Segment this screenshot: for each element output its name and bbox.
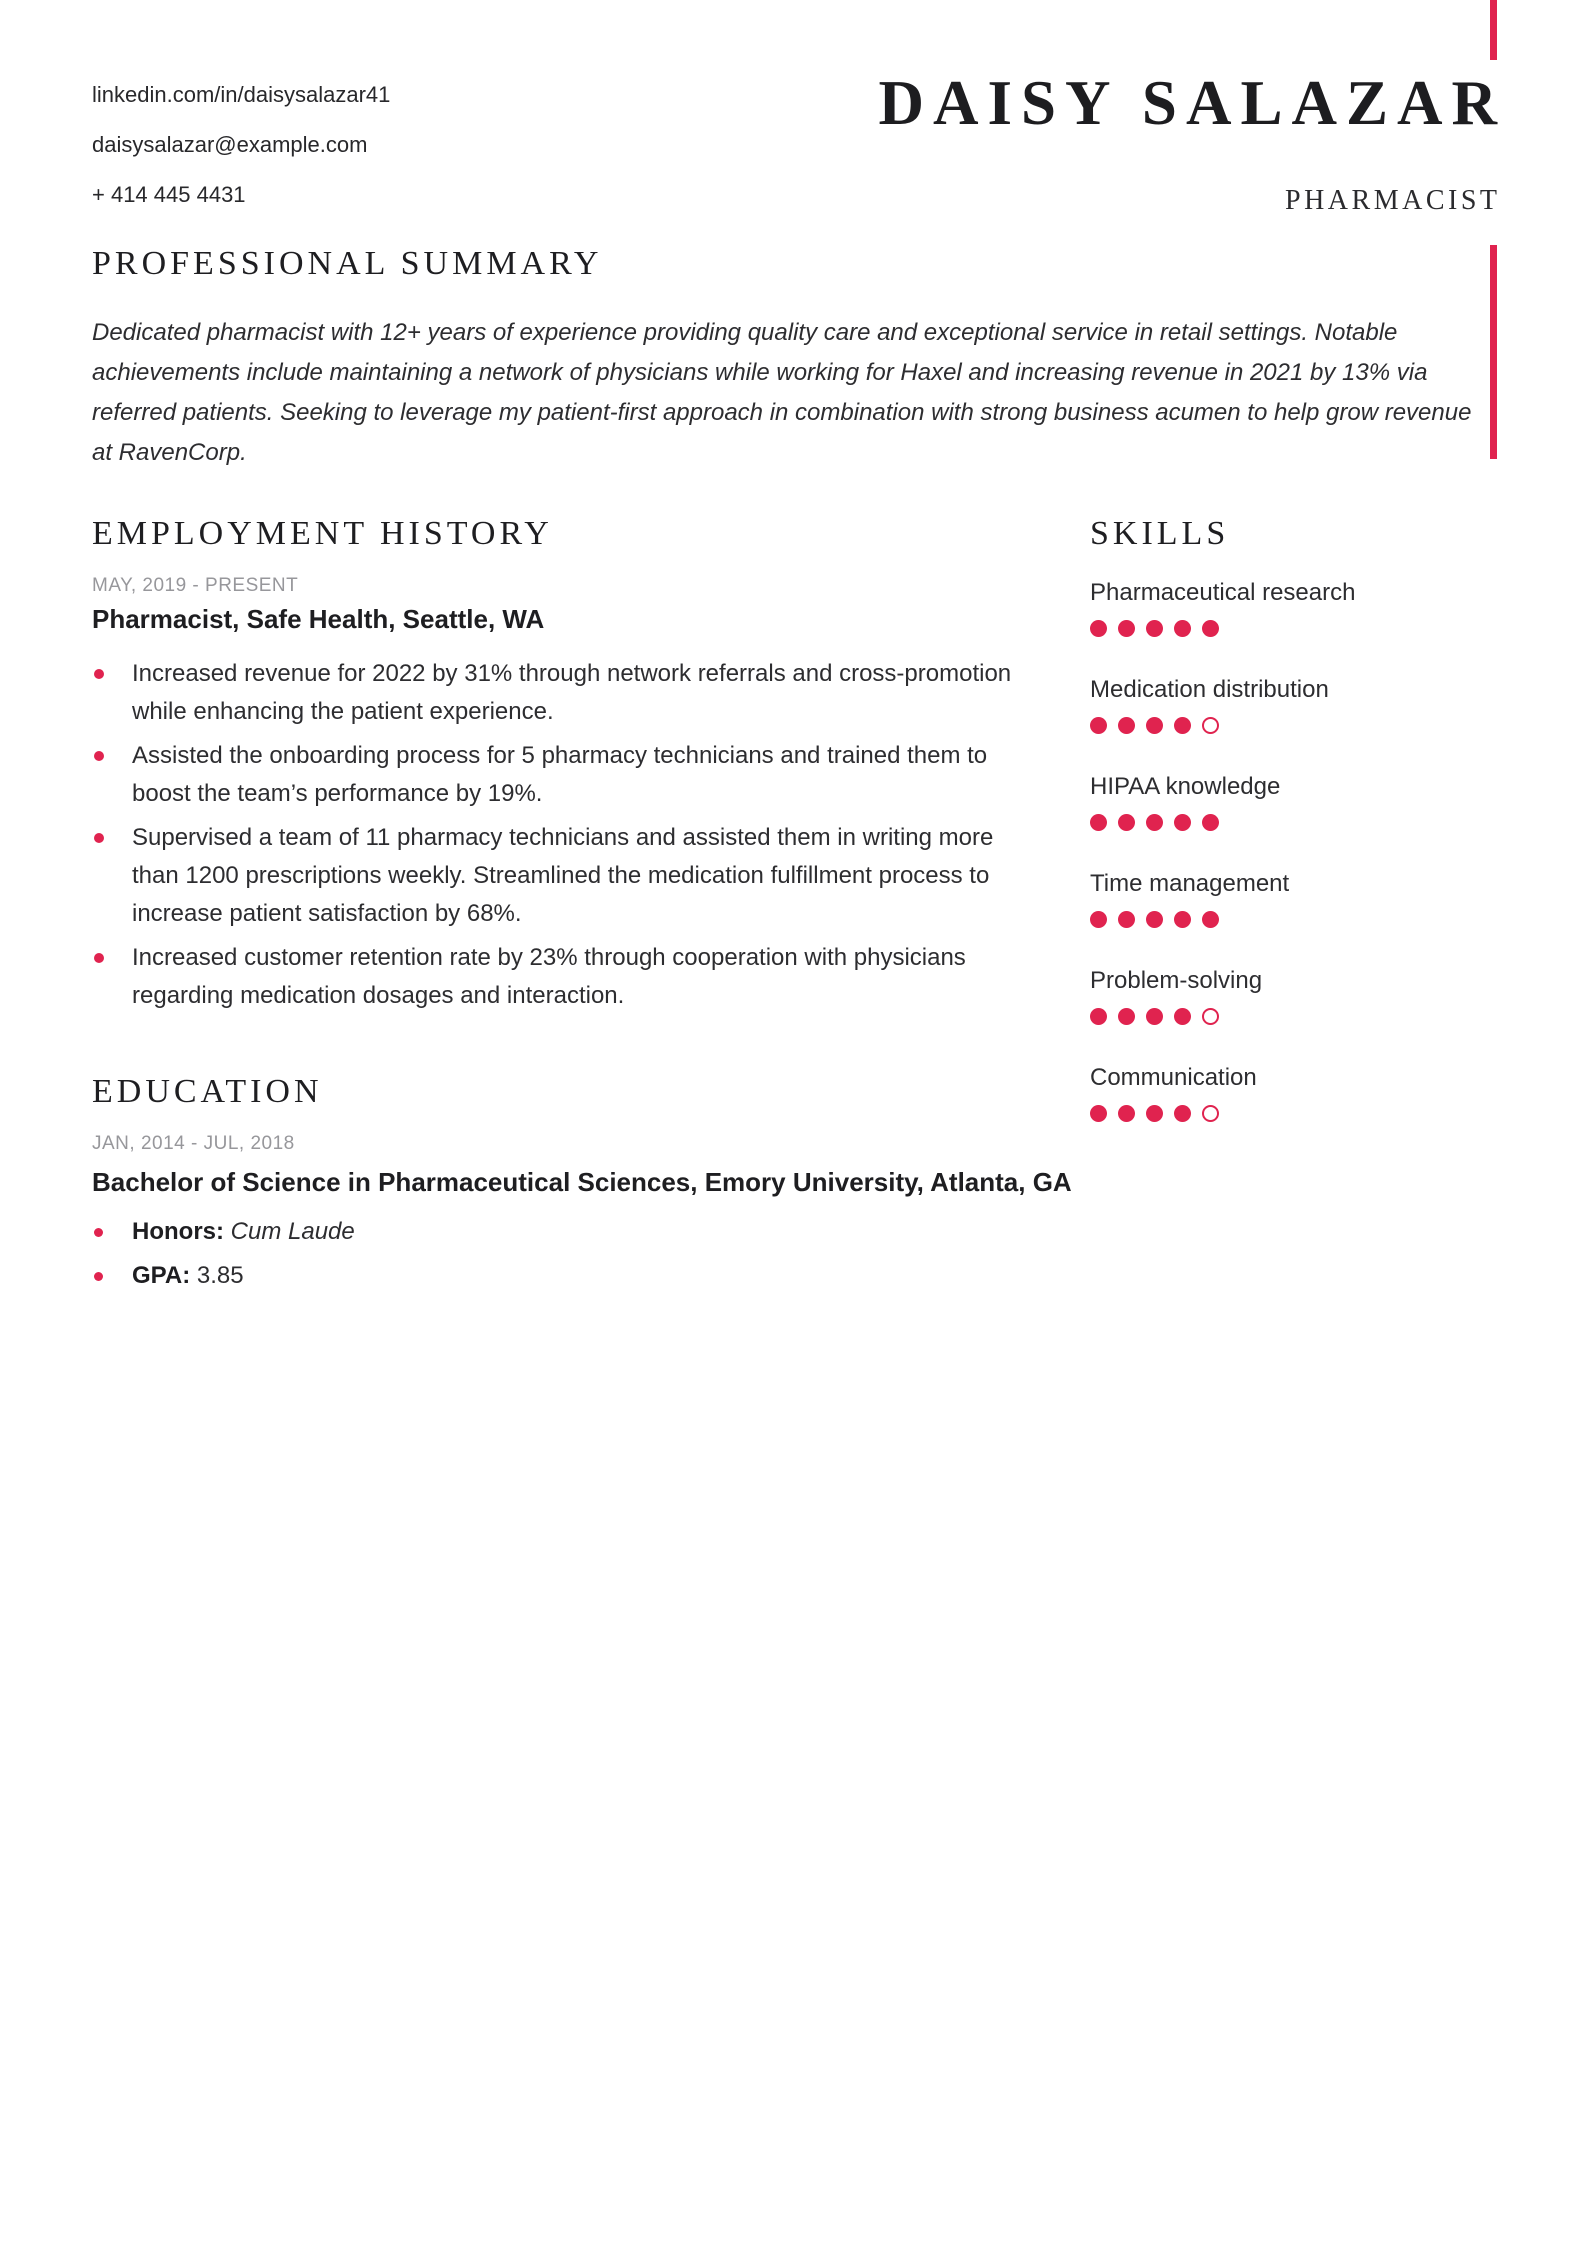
contact-linkedin: linkedin.com/in/daisysalazar41 <box>92 82 391 107</box>
skill-item: HIPAA knowledge <box>1090 773 1490 831</box>
education-degree: Bachelor of Science in Pharmaceutical Sciences, Emory University, Atlanta, GA <box>92 1167 1072 1197</box>
candidate-title: PHARMACIST <box>1285 185 1501 216</box>
job-bullet: Supervised a team of 11 pharmacy technicians and assisted them in writing more than 1200 prescriptions weekly. Streamlined the medication fulfillment process to increase patient satisfaction by 68%. <box>92 819 1022 933</box>
skill-dot-filled-icon <box>1146 814 1163 831</box>
education-dates: JAN, 2014 - JUL, 2018 <box>92 1133 295 1154</box>
skill-dot-filled-icon <box>1118 717 1135 734</box>
skill-dot-filled-icon <box>1202 620 1219 637</box>
skill-dot-filled-icon <box>1146 620 1163 637</box>
skills-column <box>1090 515 1490 1161</box>
education-detail: GPA: 3.85 <box>92 1261 1092 1291</box>
bullet-dot-icon <box>94 1228 103 1237</box>
skill-dot-filled-icon <box>1174 814 1191 831</box>
education-detail: Honors: Cum Laude <box>92 1217 1092 1247</box>
skill-dot-filled-icon <box>1090 1008 1107 1025</box>
skills-heading: SKILLS <box>1090 515 1230 552</box>
skill-dot-filled-icon <box>1174 911 1191 928</box>
skill-dot-filled-icon <box>1174 717 1191 734</box>
skills-list <box>1090 579 1490 1122</box>
skill-dot-filled-icon <box>1118 1105 1135 1122</box>
summary-heading: PROFESSIONAL SUMMARY <box>92 245 603 282</box>
job-bullet: Assisted the onboarding process for 5 pharmacy technicians and trained them to boost the team’s performance by 19%. <box>92 737 1022 813</box>
skill-dot-empty-icon <box>1202 1105 1219 1122</box>
left-column <box>92 515 1092 1305</box>
professional-summary-section <box>92 245 1502 473</box>
skill-dot-filled-icon <box>1118 620 1135 637</box>
skill-dot-filled-icon <box>1202 814 1219 831</box>
contact-phone: + 414 445 4431 <box>92 182 246 207</box>
skill-dot-filled-icon <box>1118 1008 1135 1025</box>
skill-dot-filled-icon <box>1146 1105 1163 1122</box>
skill-dot-filled-icon <box>1118 814 1135 831</box>
job-dates: MAY, 2019 - PRESENT <box>92 575 299 596</box>
job-position-title: Pharmacist, Safe Health, Seattle, WA <box>92 604 545 634</box>
skill-item: Communication <box>1090 1064 1490 1122</box>
skill-dot-filled-icon <box>1174 620 1191 637</box>
contact-block <box>92 84 390 234</box>
skill-rating <box>1090 911 1490 928</box>
bullet-dot-icon <box>94 669 104 679</box>
skill-rating <box>1090 1105 1490 1122</box>
skill-dot-filled-icon <box>1090 717 1107 734</box>
skill-item: Problem-solving <box>1090 967 1490 1025</box>
education-heading: EDUCATION <box>92 1073 323 1110</box>
skill-rating <box>1090 1008 1490 1025</box>
skill-dot-filled-icon <box>1090 814 1107 831</box>
employment-heading: EMPLOYMENT HISTORY <box>92 515 553 552</box>
skill-dot-filled-icon <box>1174 1008 1191 1025</box>
skill-dot-filled-icon <box>1174 1105 1191 1122</box>
skill-rating <box>1090 814 1490 831</box>
bullet-dot-icon <box>94 953 104 963</box>
skill-dot-filled-icon <box>1090 1105 1107 1122</box>
skill-dot-filled-icon <box>1118 911 1135 928</box>
accent-bar-top-segment <box>1490 0 1497 60</box>
contact-email: daisysalazar@example.com <box>92 132 368 157</box>
job-bullet-list <box>92 655 1022 1015</box>
job-bullet: Increased customer retention rate by 23% through cooperation with physicians regarding medication dosages and interaction. <box>92 939 1022 1015</box>
skill-item: Medication distribution <box>1090 676 1490 734</box>
skill-rating <box>1090 717 1490 734</box>
bullet-dot-icon <box>94 833 104 843</box>
skill-rating <box>1090 620 1490 637</box>
bullet-dot-icon <box>94 751 104 761</box>
skill-dot-filled-icon <box>1090 911 1107 928</box>
skill-dot-filled-icon <box>1090 620 1107 637</box>
summary-text: Dedicated pharmacist with 12+ years of experience providing quality care and exceptional service in retail settings. Notable achievements include maintaining a network of physicians while working for Haxel and increasing revenue in 2021 by 13% via referred patients. Seeking to leverage my patient-first approach in combination with strong business acumen to help grow revenue at RavenCorp. <box>92 319 1472 466</box>
skill-dot-empty-icon <box>1202 717 1219 734</box>
skill-dot-filled-icon <box>1146 1008 1163 1025</box>
bullet-dot-icon <box>94 1272 103 1281</box>
skill-dot-filled-icon <box>1146 717 1163 734</box>
skill-dot-filled-icon <box>1146 911 1163 928</box>
header-name-block <box>878 68 1506 216</box>
candidate-name: DAISY SALAZAR <box>878 68 1506 138</box>
skill-dot-empty-icon <box>1202 1008 1219 1025</box>
job-bullet: Increased revenue for 2022 by 31% through network referrals and cross-promotion while enhancing the patient experience. <box>92 655 1022 731</box>
skill-item: Time management <box>1090 870 1490 928</box>
skill-item: Pharmaceutical research <box>1090 579 1490 637</box>
skill-dot-filled-icon <box>1202 911 1219 928</box>
education-detail-list <box>92 1217 1092 1291</box>
